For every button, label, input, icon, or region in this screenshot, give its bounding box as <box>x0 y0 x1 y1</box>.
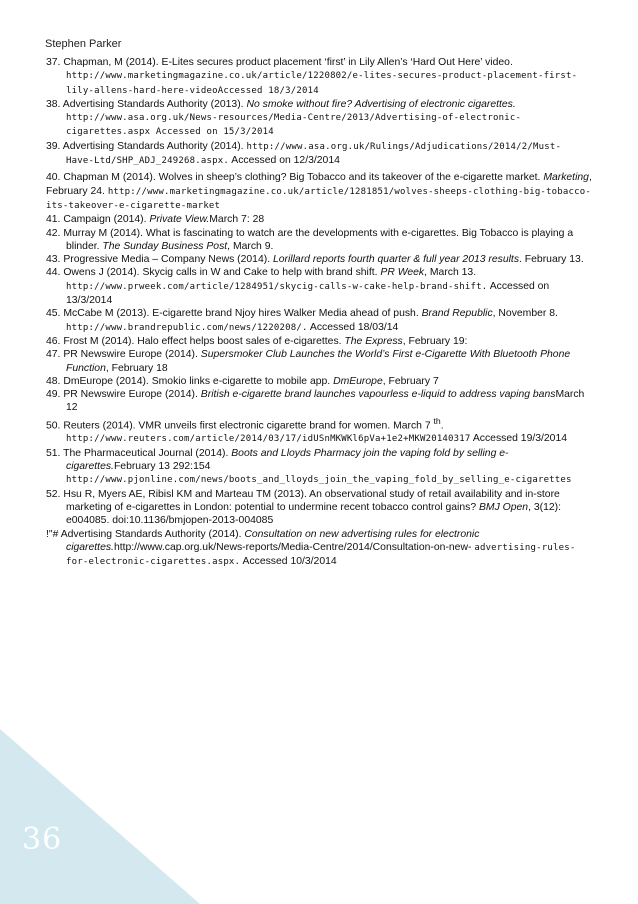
reference-text: Chapman M (2014). Wolves in sheep’s clothing? Big Tobacco and its takeover of the e-cigarette market. <box>63 172 541 184</box>
reference-accessed: Accessed 10/3/2014 <box>242 556 337 568</box>
reference-item <box>46 415 594 447</box>
reference-number: 51. <box>46 447 61 459</box>
reference-url[interactable]: http://www.reuters.com/article/2014/03/17/idUSnMKWKl6pVa+1e2+MKW20140317 <box>66 434 471 445</box>
reference-accessed: Accessed 19/3/2014 <box>472 433 568 445</box>
reference-details: March 12 <box>66 389 585 414</box>
reference-details: February 13 292:154 <box>113 461 211 473</box>
reference-text: Frost M (2014). Halo effect helps boost sales of e-cigarettes. <box>63 335 342 347</box>
reference-number: 44. <box>46 267 61 279</box>
reference-title: Lorillard reports fourth quarter & full year 2013 results <box>272 254 520 266</box>
reference-number: 41. <box>46 214 61 226</box>
reference-item <box>46 388 594 415</box>
reference-item <box>46 307 594 335</box>
reference-text: Advertising Standards Authority (2014). <box>62 140 244 152</box>
reference-item <box>46 335 594 348</box>
reference-title: Private View. <box>149 214 210 226</box>
reference-item <box>46 488 594 528</box>
reference-url[interactable]: advertising-rules-for-electronic-cigarettes.aspx. <box>66 542 576 568</box>
reference-number: 47. <box>46 349 61 361</box>
reference-text: Progressive Media – Company News (2014). <box>63 254 271 266</box>
reference-number: 48. <box>46 375 61 387</box>
reference-details: , March 13. <box>424 267 477 279</box>
reference-url[interactable]: http://www.asa.org.uk/News-resources/Media-Centre/2013/Advertising-of-electronic-cigarettes.aspx Accessed on 15/3/2014 <box>66 113 522 138</box>
reference-url[interactable]: http://www.marketingmagazine.co.uk/article/1220802/e-lites-secures-product-placement-first-lily-allens-hard-here-videoAccessed 18/3/2014 <box>66 71 578 96</box>
reference-text: Hsu R, Myers AE, Ribisl KM and Marteau TM (2013). An observational study of retail availability and in-store marketing of e-cigarettes in London: potential to undermine recent tobacco control gains? <box>63 488 560 513</box>
page-number: 36 <box>22 822 63 857</box>
reference-details: , February 19: <box>402 335 468 347</box>
reference-title: PR Week <box>380 267 425 279</box>
reference-text: The Pharmaceutical Journal (2014). <box>63 447 229 459</box>
reference-number: 40. <box>46 172 61 184</box>
reference-number: 42. <box>46 227 61 239</box>
reference-accessed: Accessed 18/03/14 <box>309 321 399 333</box>
reference-text: PR Newswire Europe (2014). <box>63 389 198 401</box>
reference-url[interactable]: http://www.brandrepublic.com/news/1220208/. <box>66 322 308 333</box>
reference-number: 49. <box>46 389 61 401</box>
reference-text: Advertising Standards Authority (2013). <box>62 98 244 110</box>
reference-item <box>46 375 594 388</box>
reference-title: DmEurope <box>333 375 383 387</box>
running-header-author: Stephen Parker <box>45 38 122 50</box>
reference-title: Consultation on new advertising rules for electronic cigarettes. <box>66 528 480 553</box>
reference-text: Campaign (2014). <box>63 214 147 226</box>
reference-details: , 3(12): e004085. doi:10.1136/bmjopen-2013-004085 <box>66 501 562 527</box>
reference-list <box>46 56 594 569</box>
reference-number: 52. <box>46 488 61 500</box>
reference-item <box>46 253 594 266</box>
reference-item <box>46 98 594 140</box>
reference-title: The Sunday Business Post <box>102 240 228 252</box>
reference-item <box>46 171 594 213</box>
reference-title: BMJ Open <box>479 501 529 513</box>
reference-title: The Express <box>344 335 403 347</box>
reference-details: . February 13. <box>519 254 584 266</box>
reference-superscript: th <box>433 415 441 426</box>
reference-details: http://www.cap.org.uk/News-reports/Media-Centre/2014/Consultation-on-new- <box>113 541 472 553</box>
reference-number: 46. <box>46 335 61 347</box>
reference-number: 37. <box>46 57 61 68</box>
corner-triangle <box>0 729 200 904</box>
reference-item <box>46 213 594 226</box>
reference-text: McCabe M (2013). E-cigarette brand Njoy hires Walker Media ahead of push. <box>63 308 419 320</box>
reference-number: 45. <box>46 308 61 320</box>
reference-text: DmEurope (2014). Smokio links e-cigarette to mobile app. <box>63 375 331 387</box>
reference-title: Marketing <box>543 172 589 184</box>
reference-number: !"# <box>46 528 59 540</box>
reference-title: Supersmoker Club Launches the World’s First e-Cigarette With Bluetooth Phone Function <box>66 349 571 374</box>
reference-details: , February 7 <box>382 375 439 387</box>
reference-details: . <box>440 420 444 432</box>
reference-item <box>46 348 594 375</box>
reference-item <box>46 266 594 307</box>
reference-title: Brand Republic <box>421 308 493 320</box>
reference-details: , February 18 <box>105 362 168 374</box>
reference-url[interactable]: http://www.pjonline.com/news/boots_and_lloyds_join_the_vaping_fold_by_selling_e-cigarettes <box>66 475 572 486</box>
reference-url[interactable]: http://www.asa.org.uk/Rulings/Adjudications/2014/2/Must- Have-Ltd/SHP_ADJ_249268.aspx. <box>66 141 562 167</box>
reference-number: 38. <box>46 98 61 110</box>
reference-title: British e-cigarette brand launches vapourless e-liquid to address vaping bans <box>200 389 556 401</box>
reference-number: 50. <box>46 420 61 432</box>
reference-item <box>46 227 594 254</box>
reference-item <box>46 140 594 169</box>
reference-details: , March 9. <box>227 240 274 252</box>
reference-title: Boots and Lloyds Pharmacy join the vaping fold by selling e-cigarettes. <box>66 447 509 473</box>
reference-item <box>46 56 594 98</box>
reference-number: 43. <box>46 254 61 266</box>
reference-details: , November 8. <box>492 308 558 320</box>
reference-details: March 7: 28 <box>209 214 265 226</box>
reference-text: PR Newswire Europe (2014). <box>63 349 198 361</box>
reference-text: Reuters (2014). VMR unveils first electronic cigarette brand for women. March 7 <box>63 420 431 432</box>
reference-number: 39. <box>46 140 61 152</box>
reference-url[interactable]: http://www.marketingmagazine.co.uk/article/1281851/wolves-sheeps-clothing-big-tobacco-its-takeover-e-cigarette-market <box>46 186 591 211</box>
reference-url[interactable]: http://www.prweek.com/article/1284951/skycig-calls-w-cake-help-brand-shift. <box>66 281 488 292</box>
reference-details: , February 24. <box>46 172 592 197</box>
reference-text: Owens J (2014). Skycig calls in W and Cake to help with brand shift. <box>63 267 378 279</box>
reference-text: Advertising Standards Authority (2014). <box>60 528 242 540</box>
reference-accessed: Accessed on 12/3/2014 <box>231 155 340 167</box>
reference-item <box>46 528 594 570</box>
reference-text: Murray M (2014). What is fascinating to watch are the developments with e-cigarettes. Big Tobacco is playing a blinder. <box>63 227 574 252</box>
reference-title: No smoke without fire? Advertising of electronic cigarettes. <box>246 98 516 110</box>
corner-decoration <box>0 729 200 904</box>
reference-accessed: Accessed on 13/3/2014 <box>66 280 550 307</box>
reference-text: Chapman, M (2014). E-Lites secures product placement ‘first’ in Lily Allen’s ‘Hard Out Here’ video. <box>63 57 513 68</box>
reference-item <box>46 447 594 488</box>
